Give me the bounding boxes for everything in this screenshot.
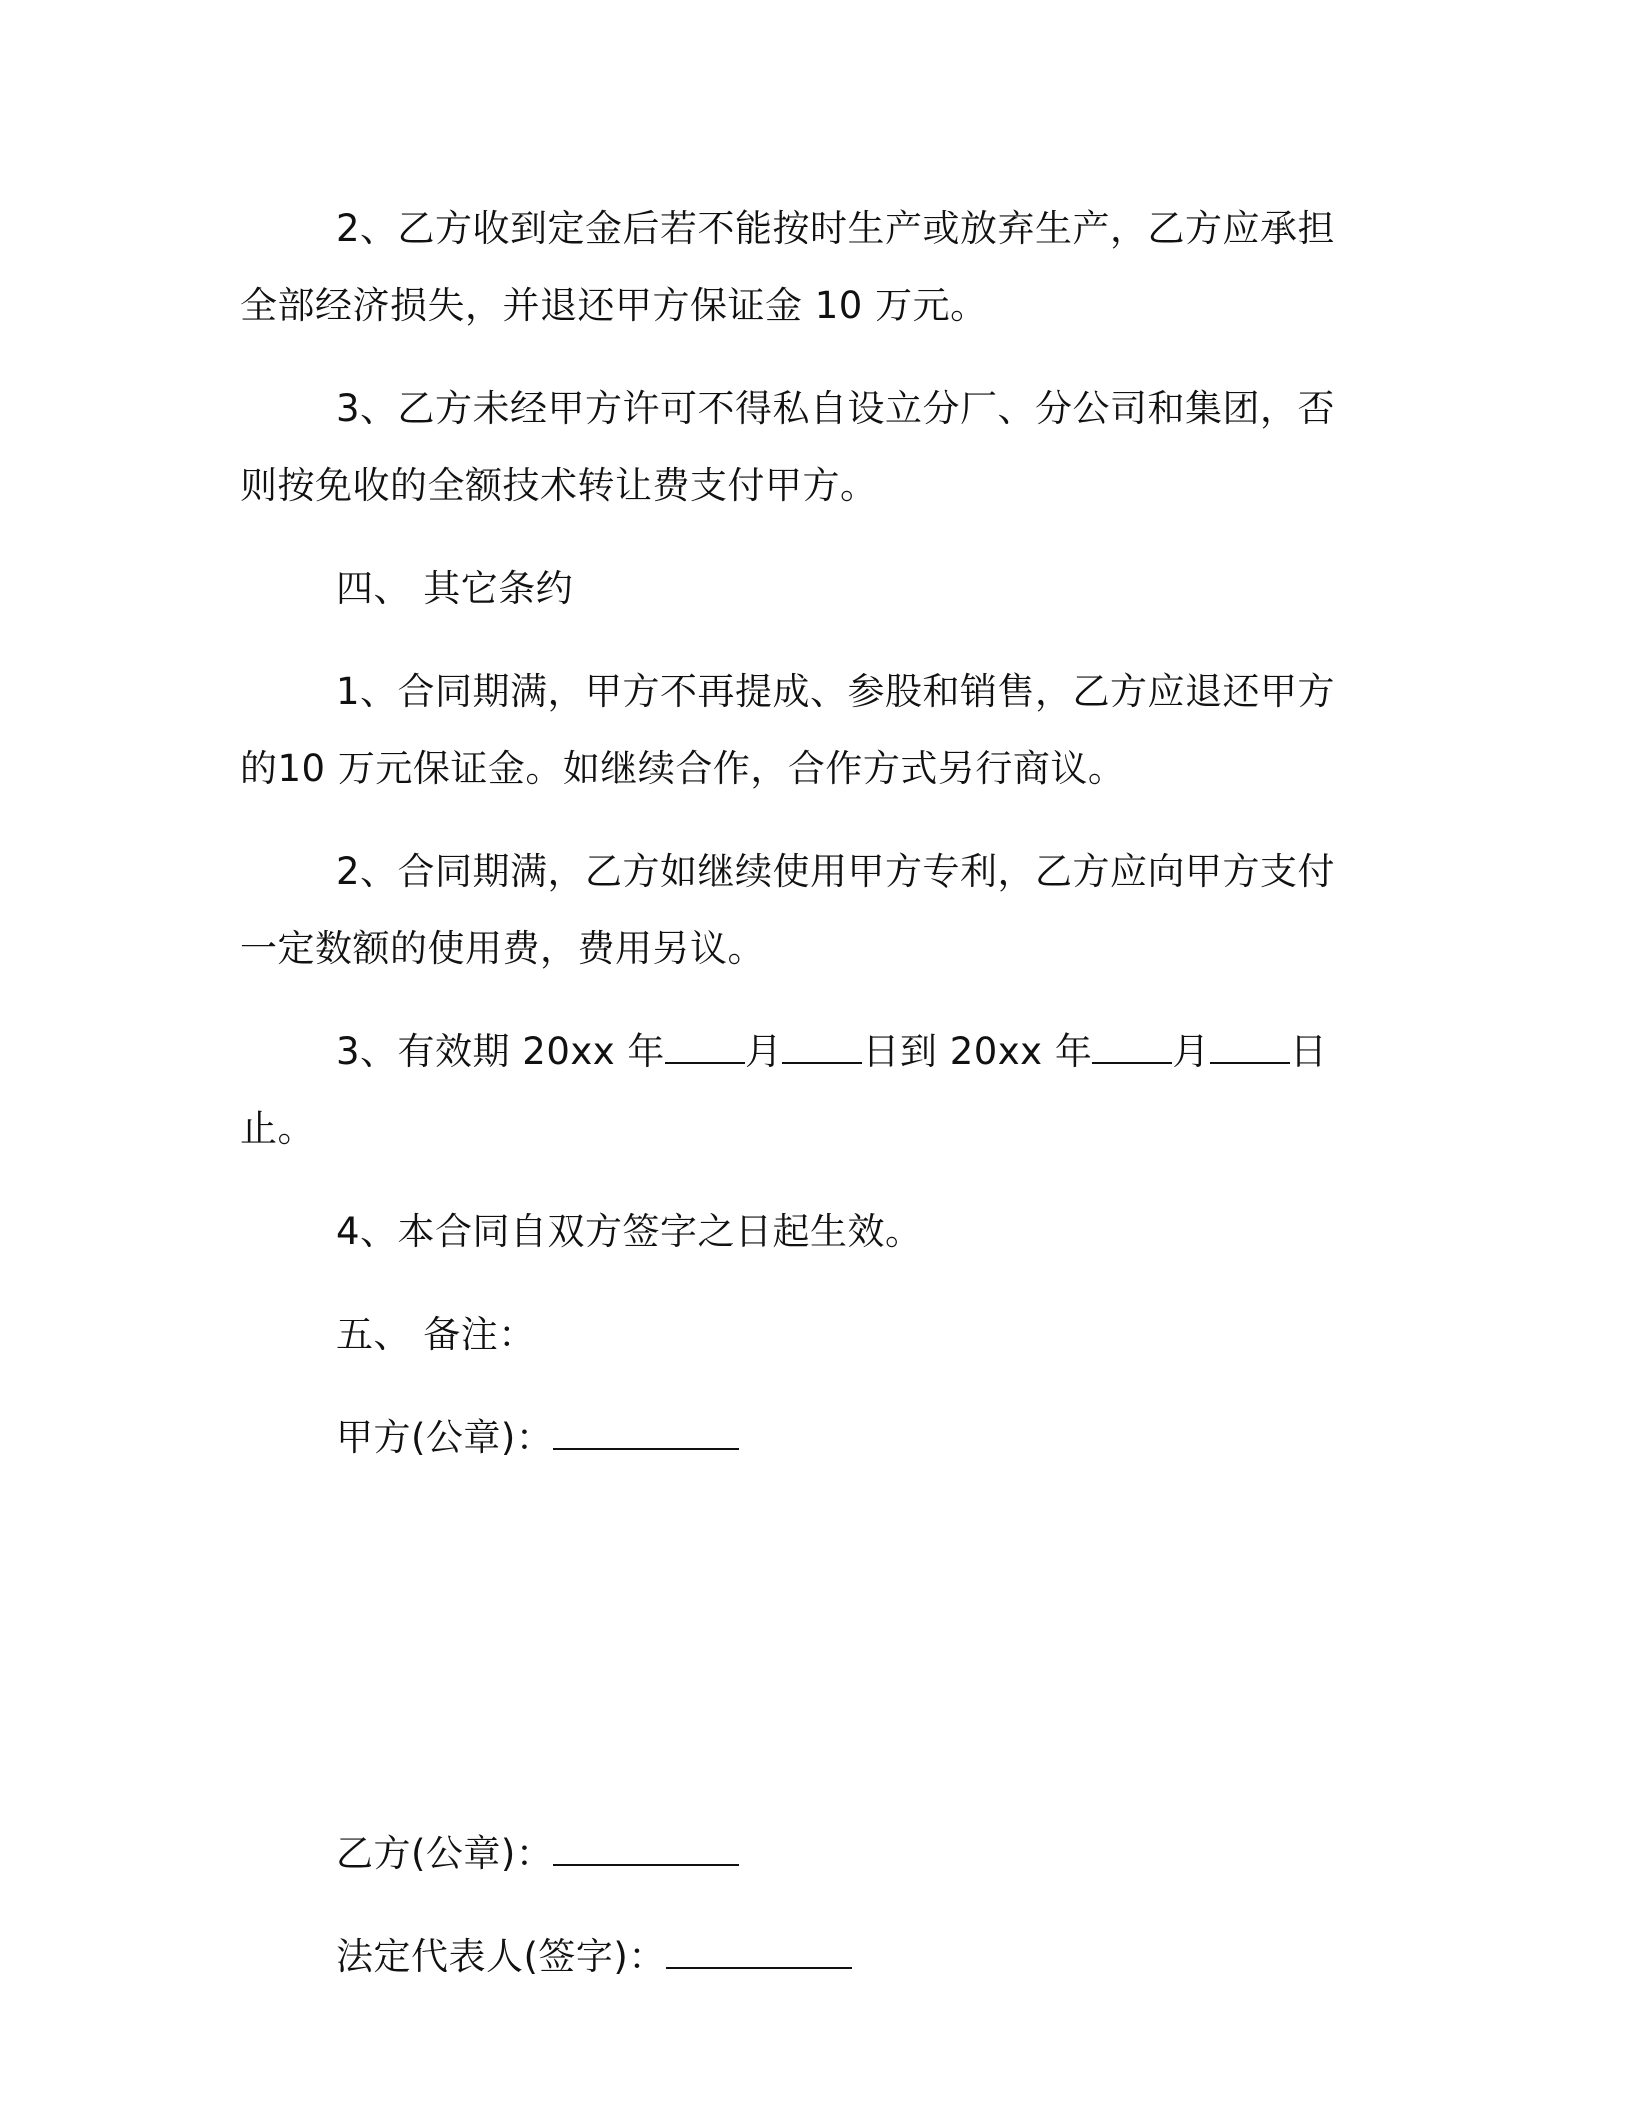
- validity-period-line: [240, 1013, 1360, 1167]
- document-body: [240, 190, 1360, 2021]
- signature-spacing: [240, 1502, 1360, 1815]
- validity-day-1: 日到 20xx 年: [862, 1030, 1093, 1073]
- party-a-blank: [553, 1418, 739, 1450]
- validity-month-1: 月: [744, 1030, 783, 1073]
- legal-representative-signature-line: [240, 1918, 1360, 1995]
- legal-representative-label: 法定代表人(签字)：: [336, 1935, 666, 1978]
- clause-2-paragraph: 2、乙方收到定金后若不能按时生产或放弃生产，乙方应承担全部经济损失，并退还甲方保证金 10 万元。: [240, 207, 1336, 327]
- section-5-heading: 五、 备注：: [336, 1313, 536, 1356]
- party-a-label: 甲方(公章)：: [336, 1416, 554, 1459]
- party-a-signature-line: [240, 1399, 1360, 1476]
- day-blank-2: [1210, 1032, 1290, 1064]
- legal-representative-blank: [666, 1937, 852, 1969]
- effective-clause-paragraph: 4、本合同自双方签字之日起生效。: [336, 1210, 923, 1253]
- other-clause-2-paragraph: 2、合同期满，乙方如继续使用甲方专利，乙方应向甲方支付一定数额的使用费，费用另议。: [240, 850, 1336, 970]
- month-blank-1: [665, 1032, 745, 1064]
- day-blank-1: [782, 1032, 862, 1064]
- other-clause-1-paragraph: 1、合同期满，甲方不再提成、参股和销售，乙方应退还甲方的10 万元保证金。如继续合作，合作方式另行商议。: [240, 670, 1336, 790]
- clause-3-paragraph: 3、乙方未经甲方许可不得私自设立分厂、分公司和集团，否则按免收的全额技术转让费支付甲方。: [240, 387, 1336, 507]
- party-b-signature-line: [240, 1815, 1360, 1892]
- validity-prefix: 3、有效期 20xx 年: [336, 1030, 665, 1073]
- party-b-blank: [553, 1834, 739, 1866]
- party-b-label: 乙方(公章)：: [336, 1832, 554, 1875]
- section-4-heading: 四、 其它条约: [336, 567, 574, 610]
- month-blank-2: [1092, 1032, 1172, 1064]
- validity-month-2: 月: [1172, 1030, 1210, 1073]
- validity-day-2: 日止。: [240, 1030, 1328, 1150]
